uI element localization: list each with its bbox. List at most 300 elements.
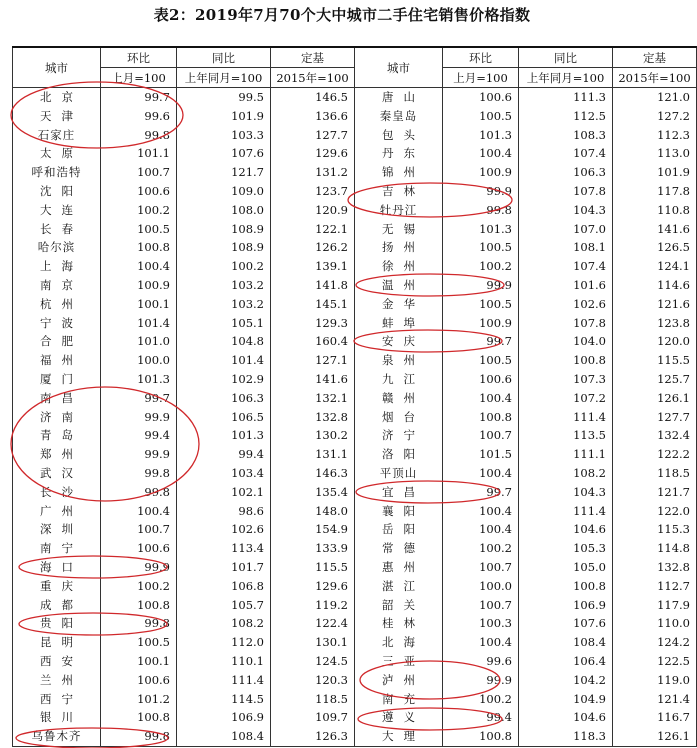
city-name: 银川 [13,708,101,727]
yoy-value: 106.3 [177,389,271,408]
yoy-value: 107.4 [519,144,613,163]
base-value: 113.0 [613,144,697,163]
yoy-value: 100.8 [519,577,613,596]
mom-subheader-left: 上月=100 [101,68,177,88]
city-name: 九江 [355,370,443,389]
base-header-left: 定基 [271,47,355,68]
yoy-value: 106.4 [519,652,613,671]
table-row [13,144,697,163]
yoy-value: 111.3 [519,88,613,107]
yoy-value: 101.7 [177,558,271,577]
base-value: 112.7 [613,577,697,596]
table-row [13,596,697,615]
yoy-value: 100.2 [177,257,271,276]
table-row [13,88,697,107]
city-name: 海口 [13,558,101,577]
table-row [13,633,697,652]
yoy-value: 107.6 [519,614,613,633]
base-value: 120.0 [613,332,697,351]
mom-value: 99.7 [101,389,177,408]
yoy-value: 99.5 [177,88,271,107]
city-name: 徐州 [355,257,443,276]
mom-header-left: 环比 [101,47,177,68]
yoy-value: 104.0 [519,332,613,351]
base-value: 135.4 [271,483,355,502]
city-name: 惠州 [355,558,443,577]
yoy-value: 101.6 [519,276,613,295]
table-row [13,182,697,201]
city-name: 烟台 [355,408,443,427]
mom-subheader-right: 上月=100 [443,68,519,88]
mom-value: 99.9 [101,408,177,427]
yoy-value: 104.3 [519,483,613,502]
base-value: 125.7 [613,370,697,389]
yoy-value: 103.2 [177,295,271,314]
yoy-value: 106.5 [177,408,271,427]
base-value: 146.5 [271,88,355,107]
mom-value: 100.4 [101,257,177,276]
mom-value: 100.4 [443,389,519,408]
city-name: 安庆 [355,332,443,351]
yoy-value: 100.8 [519,351,613,370]
mom-value: 101.3 [443,220,519,239]
yoy-value: 107.8 [519,314,613,333]
mom-value: 99.7 [101,88,177,107]
mom-value: 100.6 [443,370,519,389]
city-name: 蚌埠 [355,314,443,333]
mom-value: 101.3 [443,126,519,145]
mom-value: 100.2 [443,539,519,558]
base-value: 141.6 [271,370,355,389]
city-header-left: 城市 [13,47,101,88]
yoy-value: 121.7 [177,163,271,182]
yoy-value: 108.2 [519,464,613,483]
city-name: 襄阳 [355,502,443,521]
city-name: 济南 [13,408,101,427]
base-value: 131.2 [271,163,355,182]
base-value: 130.2 [271,426,355,445]
mom-value: 100.4 [101,502,177,521]
city-name: 厦门 [13,370,101,389]
yoy-value: 104.2 [519,671,613,690]
yoy-value: 101.3 [177,426,271,445]
mom-value: 99.8 [101,126,177,145]
yoy-value: 106.8 [177,577,271,596]
mom-value: 100.8 [443,727,519,746]
city-name: 重庆 [13,577,101,596]
table-title: 表2：2019年7月70个大中城市二手住宅销售价格指数 [153,6,531,24]
table-row [13,370,697,389]
yoy-value: 99.4 [177,445,271,464]
mom-value: 100.7 [443,558,519,577]
mom-value: 100.7 [443,596,519,615]
mom-value: 100.6 [101,182,177,201]
table-row [13,539,697,558]
base-value: 129.3 [271,314,355,333]
city-name: 福州 [13,351,101,370]
yoy-header-right: 同比 [519,47,613,68]
yoy-value: 107.6 [177,144,271,163]
city-name: 牡丹江 [355,201,443,220]
city-name: 广州 [13,502,101,521]
city-name: 呼和浩特 [13,163,101,182]
mom-value: 100.0 [443,577,519,596]
table-row [13,257,697,276]
city-name: 岳阳 [355,520,443,539]
base-subheader-right: 2015年=100 [613,68,697,88]
base-value: 123.7 [271,182,355,201]
mom-value: 100.8 [101,708,177,727]
base-value: 130.1 [271,633,355,652]
city-name: 桂林 [355,614,443,633]
table-row [13,332,697,351]
base-value: 124.2 [613,633,697,652]
yoy-value: 110.1 [177,652,271,671]
base-value: 121.7 [613,483,697,502]
mom-value: 100.8 [101,596,177,615]
table-row [13,690,697,709]
mom-value: 101.4 [101,314,177,333]
city-name: 北海 [355,633,443,652]
city-name: 西安 [13,652,101,671]
table-row [13,220,697,239]
mom-value: 100.4 [443,144,519,163]
base-value: 122.2 [613,445,697,464]
yoy-value: 101.4 [177,351,271,370]
price-index-table [12,46,697,747]
city-name: 宜昌 [355,483,443,502]
base-value: 127.7 [613,408,697,427]
base-value: 127.1 [271,351,355,370]
base-subheader-left: 2015年=100 [271,68,355,88]
yoy-value: 102.6 [177,520,271,539]
mom-value: 99.8 [101,483,177,502]
mom-value: 99.8 [101,464,177,483]
yoy-value: 101.9 [177,107,271,126]
base-value: 110.8 [613,201,697,220]
base-value: 129.6 [271,577,355,596]
mom-value: 100.2 [101,577,177,596]
city-name: 成都 [13,596,101,615]
city-name: 杭州 [13,295,101,314]
table-row [13,295,697,314]
mom-value: 100.1 [101,295,177,314]
yoy-subheader-right: 上年同月=100 [519,68,613,88]
table-row [13,163,697,182]
base-value: 126.5 [613,238,697,257]
table-row [13,558,697,577]
base-value: 126.1 [613,389,697,408]
base-value: 132.4 [613,426,697,445]
table-row [13,408,697,427]
city-name: 武汉 [13,464,101,483]
yoy-value: 105.7 [177,596,271,615]
base-value: 117.8 [613,182,697,201]
mom-value: 100.6 [101,671,177,690]
city-name: 南宁 [13,539,101,558]
base-value: 120.3 [271,671,355,690]
yoy-value: 106.9 [519,596,613,615]
yoy-value: 106.9 [177,708,271,727]
mom-header-right: 环比 [443,47,519,68]
city-name: 三亚 [355,652,443,671]
base-value: 124.1 [613,257,697,276]
city-name: 青岛 [13,426,101,445]
city-name: 泸州 [355,671,443,690]
base-value: 115.3 [613,520,697,539]
yoy-value: 104.9 [519,690,613,709]
city-name: 石家庄 [13,126,101,145]
base-value: 119.0 [613,671,697,690]
yoy-value: 109.0 [177,182,271,201]
table-row [13,201,697,220]
base-value: 136.6 [271,107,355,126]
mom-value: 99.6 [443,652,519,671]
mom-value: 100.7 [443,426,519,445]
base-value: 112.3 [613,126,697,145]
city-name: 长沙 [13,483,101,502]
yoy-value: 112.5 [519,107,613,126]
city-name: 包头 [355,126,443,145]
base-value: 133.9 [271,539,355,558]
base-value: 160.4 [271,332,355,351]
mom-value: 99.8 [101,614,177,633]
yoy-value: 108.4 [177,727,271,746]
mom-value: 100.9 [443,163,519,182]
table-row [13,483,697,502]
yoy-value: 105.0 [519,558,613,577]
city-name: 锦州 [355,163,443,182]
table-row [13,276,697,295]
base-value: 127.2 [613,107,697,126]
city-name: 南京 [13,276,101,295]
city-name: 贵阳 [13,614,101,633]
base-value: 146.3 [271,464,355,483]
yoy-header-left: 同比 [177,47,271,68]
mom-value: 100.8 [443,408,519,427]
base-value: 122.5 [613,652,697,671]
yoy-value: 113.5 [519,426,613,445]
yoy-value: 98.6 [177,502,271,521]
mom-value: 100.5 [443,295,519,314]
yoy-value: 103.4 [177,464,271,483]
base-value: 122.0 [613,502,697,521]
base-value: 109.7 [271,708,355,727]
table-row [13,577,697,596]
mom-value: 100.9 [101,276,177,295]
base-value: 132.8 [613,558,697,577]
city-name: 泉州 [355,351,443,370]
yoy-value: 108.1 [519,238,613,257]
mom-value: 99.9 [443,671,519,690]
city-name: 唐山 [355,88,443,107]
yoy-value: 105.3 [519,539,613,558]
city-name: 赣州 [355,389,443,408]
mom-value: 100.0 [101,351,177,370]
city-name: 南昌 [13,389,101,408]
yoy-value: 113.4 [177,539,271,558]
mom-value: 99.9 [101,445,177,464]
mom-value: 99.8 [101,727,177,746]
mom-value: 100.7 [101,520,177,539]
yoy-value: 107.8 [519,182,613,201]
mom-value: 100.5 [101,220,177,239]
base-value: 121.6 [613,295,697,314]
mom-value: 101.2 [101,690,177,709]
yoy-value: 102.1 [177,483,271,502]
city-name: 温州 [355,276,443,295]
city-name: 金华 [355,295,443,314]
city-name: 无锡 [355,220,443,239]
yoy-value: 104.6 [519,708,613,727]
mom-value: 99.7 [443,483,519,502]
mom-value: 100.3 [443,614,519,633]
base-value: 119.2 [271,596,355,615]
city-name: 乌鲁木齐 [13,727,101,746]
mom-value: 101.3 [101,370,177,389]
mom-value: 100.5 [443,351,519,370]
table-row [13,426,697,445]
mom-value: 101.0 [101,332,177,351]
city-name: 大连 [13,201,101,220]
table-row [13,727,697,746]
city-name: 郑州 [13,445,101,464]
yoy-value: 105.1 [177,314,271,333]
city-name: 沈阳 [13,182,101,201]
mom-value: 100.4 [443,464,519,483]
base-value: 116.7 [613,708,697,727]
city-name: 吉林 [355,182,443,201]
city-name: 平顶山 [355,464,443,483]
city-name: 深圳 [13,520,101,539]
mom-value: 100.2 [443,257,519,276]
mom-value: 101.5 [443,445,519,464]
city-name: 天津 [13,107,101,126]
city-name: 扬州 [355,238,443,257]
base-value: 124.5 [271,652,355,671]
yoy-value: 107.3 [519,370,613,389]
table-row [13,351,697,370]
city-name: 湛江 [355,577,443,596]
city-name: 大理 [355,727,443,746]
yoy-value: 107.0 [519,220,613,239]
mom-value: 100.5 [443,107,519,126]
mom-value: 100.4 [443,633,519,652]
base-value: 132.8 [271,408,355,427]
mom-value: 100.2 [101,201,177,220]
base-header-right: 定基 [613,47,697,68]
base-value: 126.1 [613,727,697,746]
city-name: 韶关 [355,596,443,615]
yoy-value: 111.1 [519,445,613,464]
table-row [13,238,697,257]
base-value: 148.0 [271,502,355,521]
base-value: 114.6 [613,276,697,295]
base-value: 126.2 [271,238,355,257]
base-value: 122.1 [271,220,355,239]
city-name: 兰州 [13,671,101,690]
table-row [13,107,697,126]
yoy-value: 108.3 [519,126,613,145]
table-row [13,445,697,464]
yoy-value: 112.0 [177,633,271,652]
mom-value: 100.6 [443,88,519,107]
base-value: 110.0 [613,614,697,633]
base-value: 139.1 [271,257,355,276]
yoy-value: 102.9 [177,370,271,389]
table-row [13,614,697,633]
base-value: 121.4 [613,690,697,709]
table-row [13,314,697,333]
table-row [13,652,697,671]
yoy-value: 108.2 [177,614,271,633]
table-row [13,502,697,521]
mom-value: 100.4 [443,520,519,539]
yoy-value: 104.6 [519,520,613,539]
city-name: 上海 [13,257,101,276]
mom-value: 100.7 [101,163,177,182]
city-name: 济宁 [355,426,443,445]
mom-value: 100.5 [101,633,177,652]
mom-value: 99.4 [443,708,519,727]
base-value: 127.7 [271,126,355,145]
yoy-value: 103.3 [177,126,271,145]
yoy-value: 108.4 [519,633,613,652]
mom-value: 100.9 [443,314,519,333]
city-name: 宁波 [13,314,101,333]
base-value: 131.1 [271,445,355,464]
city-name: 哈尔滨 [13,238,101,257]
mom-value: 99.6 [101,107,177,126]
base-value: 118.5 [613,464,697,483]
mom-value: 99.4 [101,426,177,445]
table-row [13,708,697,727]
base-value: 145.1 [271,295,355,314]
table-row [13,671,697,690]
base-value: 123.8 [613,314,697,333]
yoy-value: 114.5 [177,690,271,709]
mom-value: 99.8 [443,201,519,220]
base-value: 118.5 [271,690,355,709]
yoy-value: 108.9 [177,238,271,257]
mom-value: 100.8 [101,238,177,257]
city-name: 北京 [13,88,101,107]
base-value: 117.9 [613,596,697,615]
base-value: 141.6 [613,220,697,239]
base-value: 115.5 [613,351,697,370]
base-value: 132.1 [271,389,355,408]
yoy-value: 111.4 [177,671,271,690]
mom-value: 100.4 [443,502,519,521]
base-value: 115.5 [271,558,355,577]
base-value: 126.3 [271,727,355,746]
city-name: 丹东 [355,144,443,163]
base-value: 122.4 [271,614,355,633]
base-value: 101.9 [613,163,697,182]
yoy-value: 107.4 [519,257,613,276]
city-name: 合肥 [13,332,101,351]
mom-value: 99.9 [443,182,519,201]
city-name: 洛阳 [355,445,443,464]
base-value: 154.9 [271,520,355,539]
city-name: 西宁 [13,690,101,709]
mom-value: 99.7 [443,332,519,351]
base-value: 129.6 [271,144,355,163]
base-value: 121.0 [613,88,697,107]
base-value: 114.8 [613,539,697,558]
mom-value: 100.5 [443,238,519,257]
city-name: 秦皇岛 [355,107,443,126]
